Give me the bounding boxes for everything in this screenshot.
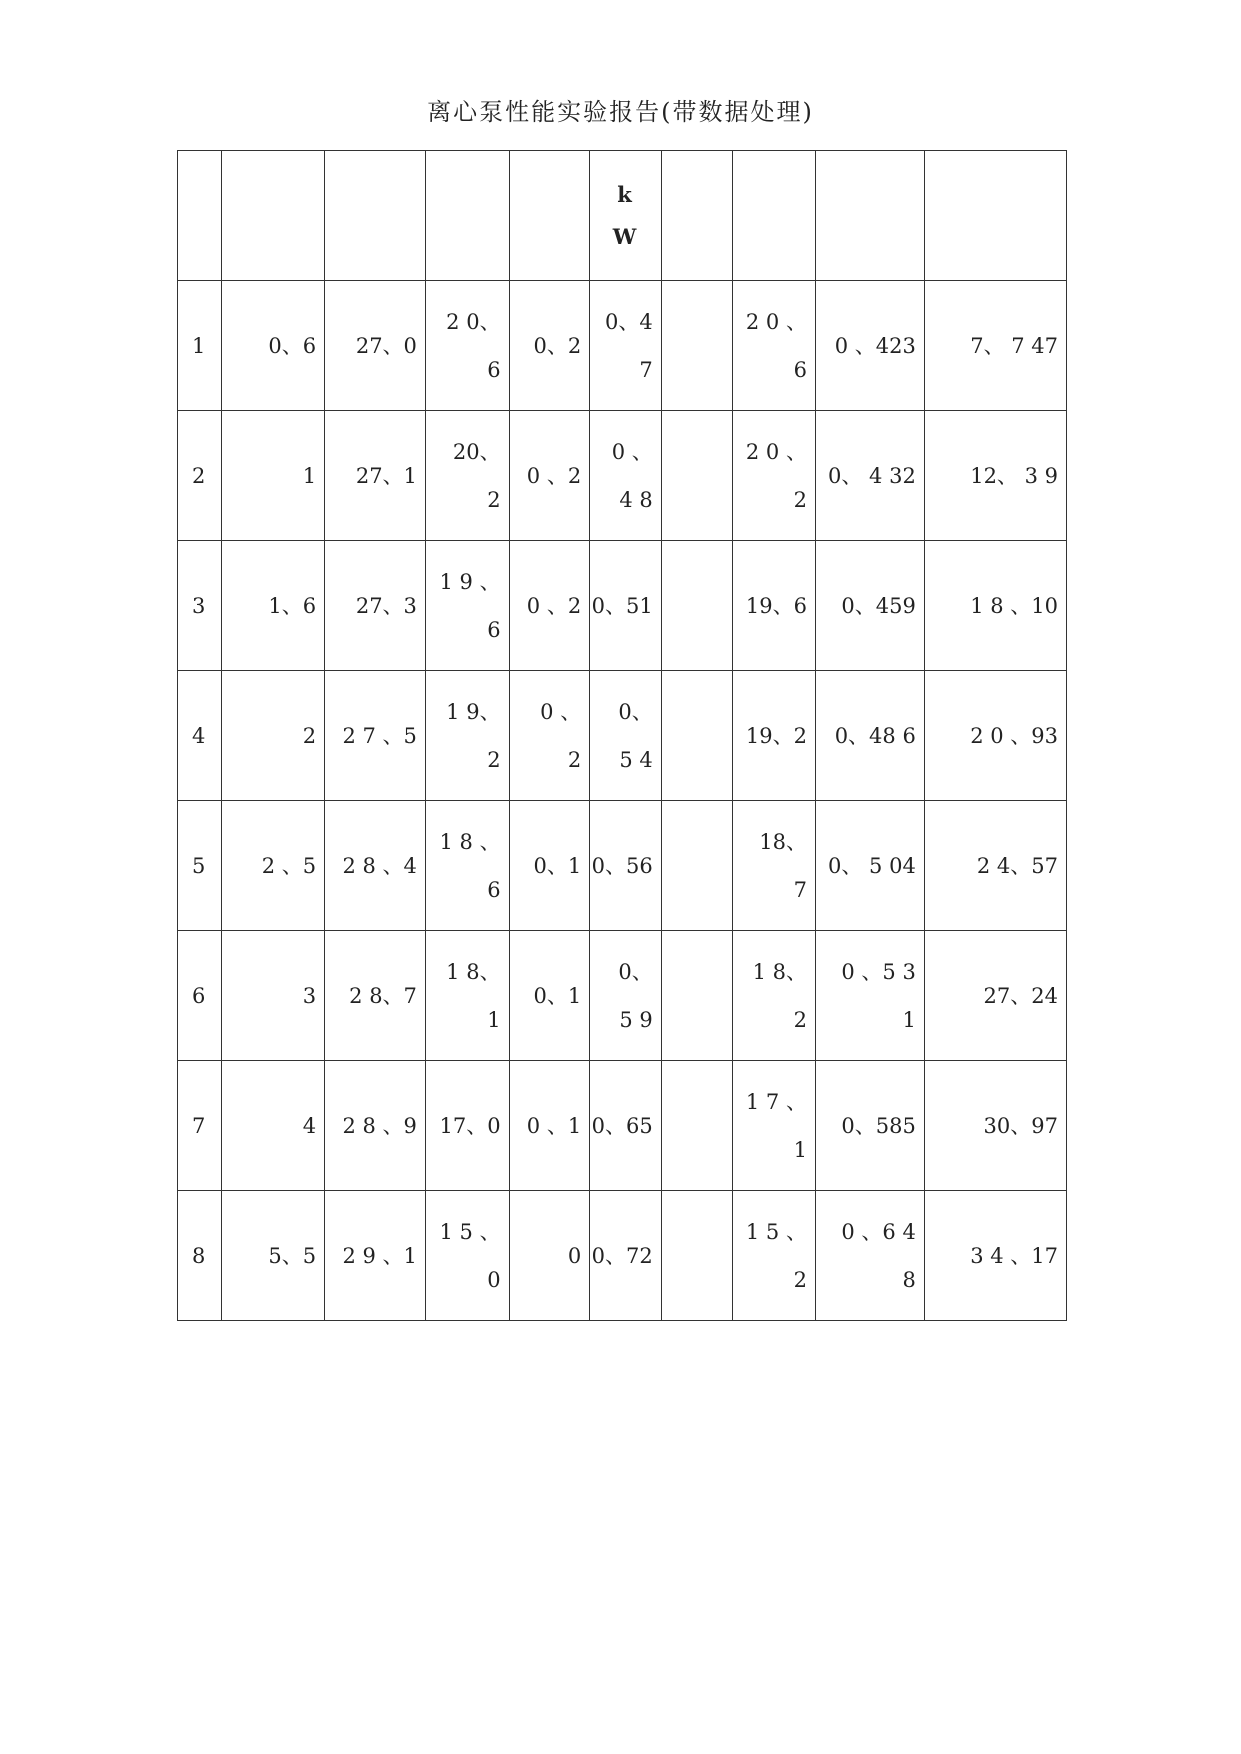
table-cell [425, 541, 509, 671]
cell-text: 0 [567, 1243, 582, 1268]
table-cell [178, 1061, 222, 1191]
table-cell [733, 411, 816, 541]
table-cell [924, 151, 1066, 281]
table-cell [178, 281, 222, 411]
cell-text: 19、6 [745, 593, 807, 618]
table-cell [590, 541, 662, 671]
cell-text: 1 7 、 [745, 1089, 807, 1114]
cell-text: 6 [793, 357, 807, 382]
cell-text: 0、48 6 [834, 723, 916, 748]
table-cell [815, 801, 924, 931]
cell-text: 2 0、 [446, 309, 501, 334]
table-cell [325, 151, 426, 281]
table-cell [325, 541, 426, 671]
cell-text: 20、 [452, 439, 501, 464]
cell-text: 5 9 [619, 1007, 653, 1032]
cell-text: 2 [487, 747, 501, 772]
table-cell [222, 1061, 325, 1191]
table-cell [425, 671, 509, 801]
table-cell [509, 541, 590, 671]
table-cell [222, 281, 325, 411]
cell-text: 4 8 [619, 487, 653, 512]
cell-text: 7 [191, 1113, 206, 1138]
table-cell [509, 411, 590, 541]
table-cell [661, 281, 733, 411]
table-cell [733, 281, 816, 411]
cell-text: 30、97 [983, 1113, 1058, 1138]
table-cell [425, 411, 509, 541]
table-cell [815, 541, 924, 671]
table-cell [924, 671, 1066, 801]
cell-text: 6 [191, 983, 206, 1008]
cell-text: 1 9 、 [439, 569, 501, 594]
cell-text: 27、24 [983, 983, 1058, 1008]
page-title: 离心泵性能实验报告(带数据处理) [427, 98, 814, 126]
cell-text: 0、2 [533, 333, 582, 358]
table-cell [661, 151, 733, 281]
cell-text: 0、51 [591, 593, 653, 618]
cell-text: 8 [902, 1267, 916, 1292]
table-cell [733, 931, 816, 1061]
table-cell [425, 801, 509, 931]
table-cell [222, 801, 325, 931]
cell-text: 0、65 [591, 1113, 653, 1138]
table-cell [178, 1191, 222, 1321]
table-cell [325, 801, 426, 931]
cell-text: 0、1 [533, 853, 582, 878]
table-cell [661, 931, 733, 1061]
table-cell [733, 801, 816, 931]
cell-text: 0 、423 [834, 333, 916, 358]
table-cell [590, 1061, 662, 1191]
table-cell [509, 151, 590, 281]
table-cell [509, 671, 590, 801]
cell-text: 1 9、 [446, 699, 501, 724]
cell-text: 2 4、57 [976, 853, 1058, 878]
cell-text: 0、6 [268, 333, 317, 358]
cell-text: 1 8 、10 [970, 593, 1058, 618]
cell-text: 6 [487, 617, 501, 642]
table-cell [425, 1191, 509, 1321]
table-cell [815, 671, 924, 801]
cell-text: 27、1 [355, 463, 417, 488]
table-row [178, 931, 1067, 1061]
table-cell [178, 671, 222, 801]
table-cell [590, 801, 662, 931]
cell-text: 1 [487, 1007, 501, 1032]
table-cell [733, 1061, 816, 1191]
table-row [178, 1191, 1067, 1321]
cell-text: 2 7 、5 [342, 723, 417, 748]
table-cell [661, 541, 733, 671]
cell-text: 4 [191, 723, 206, 748]
cell-text: 0、 [618, 959, 653, 984]
table-cell [509, 281, 590, 411]
table-cell [815, 1191, 924, 1321]
table-cell [509, 801, 590, 931]
cell-text: 1 8、 [446, 959, 501, 984]
table-header-row [178, 151, 1067, 281]
cell-text: 0 、1 [526, 1113, 582, 1138]
cell-text: 8 [191, 1243, 206, 1268]
table-cell [425, 1061, 509, 1191]
table-cell [178, 541, 222, 671]
table-cell [590, 281, 662, 411]
table-cell [733, 151, 816, 281]
cell-text: 2 [567, 747, 582, 772]
cell-text: 0 、2 [526, 593, 582, 618]
cell-text: 0 、 [611, 439, 653, 464]
table-cell [815, 1061, 924, 1191]
cell-text: 0、56 [591, 853, 653, 878]
cell-text: 2 [487, 487, 501, 512]
cell-text: 2 0 、93 [970, 723, 1058, 748]
table-cell [924, 1061, 1066, 1191]
table-cell [733, 541, 816, 671]
table-cell [222, 151, 325, 281]
table-cell [222, 411, 325, 541]
cell-text: 17、0 [439, 1113, 501, 1138]
cell-text: 3 4 、17 [970, 1243, 1058, 1268]
cell-text: 1 8、 [752, 959, 807, 984]
table-cell [178, 151, 222, 281]
cell-text: 18、 [759, 829, 807, 854]
cell-text: 2 8 、9 [342, 1113, 417, 1138]
table-cell [590, 151, 662, 281]
cell-text: 2 [191, 463, 206, 488]
table-cell [425, 151, 509, 281]
cell-text: 0、 5 04 [828, 853, 916, 878]
table-cell [661, 671, 733, 801]
cell-text: 4 [302, 1113, 317, 1138]
cell-text: 2 [793, 1007, 807, 1032]
table-cell [178, 801, 222, 931]
cell-text: 6 [487, 357, 501, 382]
table-cell [325, 281, 426, 411]
cell-text: 0、1 [533, 983, 582, 1008]
cell-text: 0、 [618, 699, 653, 724]
table-cell [178, 931, 222, 1061]
cell-text: 1 [793, 1137, 807, 1162]
cell-text: 2 [302, 723, 317, 748]
table-cell [733, 671, 816, 801]
table-cell [924, 801, 1066, 931]
table-cell [325, 931, 426, 1061]
cell-text: 1 5 、 [745, 1219, 807, 1244]
table-cell [924, 931, 1066, 1061]
table-cell [661, 411, 733, 541]
cell-text: 2 8 、4 [342, 853, 417, 878]
cell-text: k [617, 181, 632, 207]
cell-text: 5 4 [619, 747, 653, 772]
cell-text: 0 、 [540, 699, 582, 724]
cell-text: 19、2 [745, 723, 807, 748]
cell-text: 0 、5 3 [841, 959, 916, 984]
table-cell [924, 541, 1066, 671]
table-row [178, 541, 1067, 671]
cell-text: 2 0 、 [745, 309, 807, 334]
cell-text: 0 、6 4 [841, 1219, 916, 1244]
cell-text: 0、4 [605, 309, 653, 334]
table-cell [509, 931, 590, 1061]
cell-text: 1 [191, 333, 206, 358]
table-cell [178, 411, 222, 541]
table-cell [425, 931, 509, 1061]
table-cell [222, 1191, 325, 1321]
table-cell [222, 541, 325, 671]
cell-text: 3 [302, 983, 317, 1008]
table-cell [590, 1191, 662, 1321]
table-cell [325, 671, 426, 801]
cell-text: 5 [191, 853, 206, 878]
cell-text: 2 、5 [261, 853, 317, 878]
cell-text: 2 8、7 [349, 983, 417, 1008]
table-cell [661, 1191, 733, 1321]
table-cell [733, 1191, 816, 1321]
cell-text: 1 5 、 [439, 1219, 501, 1244]
table-cell [590, 931, 662, 1061]
cell-text: 27、0 [355, 333, 417, 358]
cell-text: 0、459 [841, 593, 916, 618]
table-cell [815, 281, 924, 411]
cell-text: 2 0 、 [745, 439, 807, 464]
cell-text: 0、585 [841, 1113, 916, 1138]
cell-text: 2 9 、1 [342, 1243, 417, 1268]
cell-text: 1 [902, 1007, 916, 1032]
table-cell [661, 801, 733, 931]
table-cell [325, 1191, 426, 1321]
cell-text: 7、 7 47 [970, 333, 1058, 358]
table-cell [815, 931, 924, 1061]
table-cell [222, 671, 325, 801]
table-cell [661, 1061, 733, 1191]
table-cell [590, 671, 662, 801]
table-row [178, 281, 1067, 411]
table-row [178, 411, 1067, 541]
cell-text: 0 、2 [526, 463, 582, 488]
table-row [178, 671, 1067, 801]
cell-text: 0、 4 32 [828, 463, 916, 488]
cell-text: W [612, 223, 637, 249]
cell-text: 2 [793, 1267, 807, 1292]
table-cell [815, 411, 924, 541]
cell-text: 0、72 [591, 1243, 653, 1268]
table-row [178, 801, 1067, 931]
table-cell [590, 411, 662, 541]
cell-text: 27、3 [355, 593, 417, 618]
table-cell [325, 411, 426, 541]
table-cell [509, 1061, 590, 1191]
cell-text: 3 [191, 593, 206, 618]
table-cell [815, 151, 924, 281]
table-cell [509, 1191, 590, 1321]
cell-text: 1、6 [268, 593, 317, 618]
table-cell [425, 281, 509, 411]
table-cell [924, 281, 1066, 411]
cell-text: 7 [639, 357, 653, 382]
table-cell [924, 411, 1066, 541]
table-cell [325, 1061, 426, 1191]
cell-text: 1 8 、 [439, 829, 501, 854]
table-cell [924, 1191, 1066, 1321]
cell-text: 6 [487, 877, 501, 902]
cell-text: 2 [793, 487, 807, 512]
table-cell [222, 931, 325, 1061]
cell-text: 1 [302, 463, 317, 488]
cell-text: 5、5 [268, 1243, 317, 1268]
cell-text: 0 [487, 1267, 501, 1292]
cell-text: 7 [793, 877, 807, 902]
data-table [177, 150, 1067, 1321]
cell-text: 12、 3 9 [970, 463, 1058, 488]
table-row [178, 1061, 1067, 1191]
